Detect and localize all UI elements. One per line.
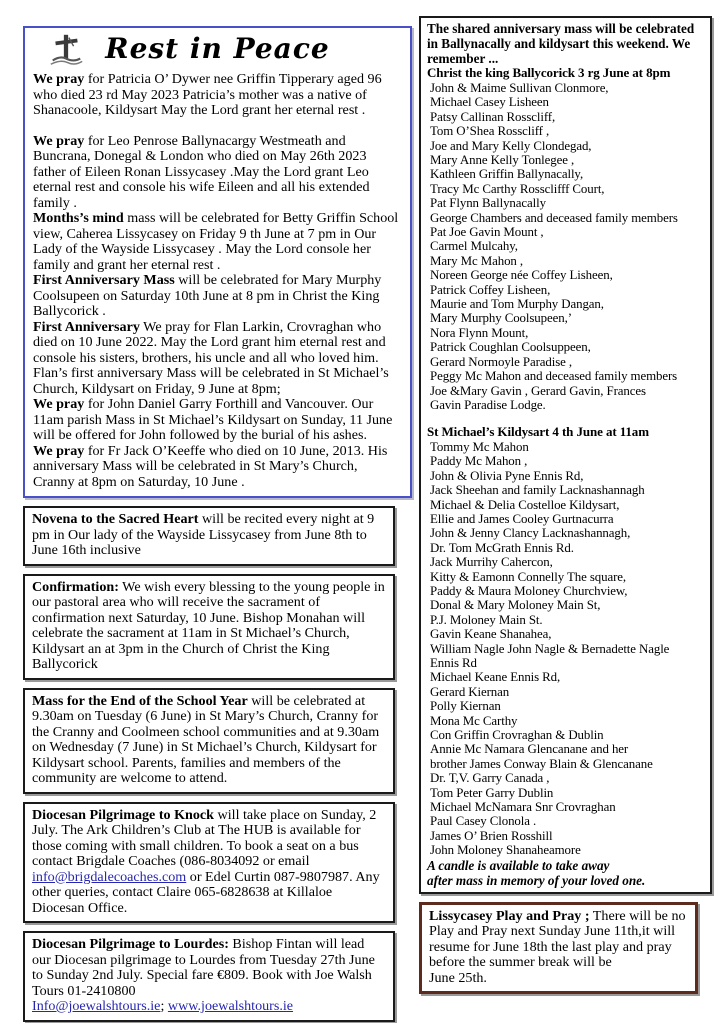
ballycorick-heading: Christ the king Ballycorick 3 rg June at 8pm bbox=[427, 65, 671, 81]
anniversary-intro: The shared anniversary mass will be celebrated in Ballynacally and kildysart this weekend. We remember ... bbox=[427, 21, 695, 66]
text-run: for Leo Penrose Ballynacargy Westmeath and Buncrana, Donegal & London who died on May 26th 2023 father of Eileen Ronan Lissycasey .May the Lord grant Leo eternal rest and console his wife Eileen and all his extended family . bbox=[33, 132, 370, 211]
name-line: James O’ Brien Rosshill bbox=[430, 828, 553, 843]
bold-lead: Lissycasey Play and Pray ; bbox=[429, 907, 590, 924]
paragraph bbox=[33, 211, 402, 273]
text-run: will take place on Sunday, 2 July. The Ark Children’s Club at The HUB is available for those coming with small children. To book a seat on a bus contact Brigdale Coaches (086-8034092 or email bbox=[32, 806, 377, 869]
bold-lead: We pray bbox=[33, 132, 85, 149]
name-line: Gerard Kiernan bbox=[430, 684, 510, 699]
name-line: Tommy Mc Mahon bbox=[430, 439, 529, 454]
name-line: Paul Casey Clonola . bbox=[430, 814, 537, 829]
name-line: Noreen George née Coffey Lisheen, bbox=[430, 268, 613, 283]
name-line: Paddy Mc Mahon , bbox=[430, 454, 528, 469]
play-and-pray-box bbox=[419, 902, 698, 995]
candle-note-line1: A candle is available to take away bbox=[427, 857, 610, 873]
text-run: ; bbox=[160, 998, 168, 1014]
cross-icon bbox=[47, 32, 85, 73]
bold-lead: We pray bbox=[33, 442, 85, 459]
text-run: will be recited every night at 9 pm in Our lady of the Wayside Lissycasey from June 8th to June 16th inclusive bbox=[32, 511, 375, 558]
bold-lead: Months’s mind bbox=[33, 210, 124, 226]
bold-lead: Mass for the End of the School Year bbox=[32, 692, 248, 709]
pilgrimage-knock-text bbox=[32, 808, 386, 917]
bold-lead: First Anniversary bbox=[33, 318, 140, 335]
kildysart-names-list bbox=[427, 440, 704, 858]
name-line: John & Olivia Pyne Ennis Rd, bbox=[430, 468, 584, 483]
text-run: for Fr Jack O’Keeffe who died on 10 June, 2013. His anniversary Mass will be celebrated in St Mary’s Church, Cranny at 8pm on Saturday, 10 June . bbox=[33, 442, 388, 490]
text-run: June 25th. bbox=[429, 969, 487, 986]
bold-lead: Diocesan Pilgrimage to Lourdes: bbox=[32, 936, 229, 952]
paragraph bbox=[33, 320, 402, 398]
candle-note-line2: after mass in memory of your loved one. bbox=[427, 872, 646, 888]
bold-lead: First Anniversary Mass bbox=[33, 272, 175, 288]
left-column bbox=[23, 26, 412, 1023]
name-line: Jack Sheehan and family Lacknashannagh bbox=[430, 483, 645, 498]
name-line: Donal & Mary Moloney Main St, bbox=[430, 598, 601, 613]
pilgrimage-lourdes-box bbox=[23, 931, 395, 1022]
rest-in-peace-box bbox=[23, 26, 412, 498]
confirmation-box bbox=[23, 574, 395, 680]
name-line: brother James Conway Blain & Glencanane bbox=[430, 756, 653, 771]
name-line: P.J. Moloney Main St. bbox=[430, 612, 543, 627]
link[interactable]: Info@joewalshtours.ie bbox=[32, 998, 161, 1014]
name-line: Gavin Paradise Lodge. bbox=[430, 397, 546, 412]
text-run: for Patricia O’ Dywer nee Griffin Tipperary aged 96 who died 23 rd May 2023 Patricia’s mother was a native of Shanacoole, Kildysart May the Lord grant her eternal rest . bbox=[33, 71, 382, 118]
bold-lead: Confirmation: bbox=[32, 578, 119, 595]
name-line: Paddy & Maura Moloney Churchview, bbox=[430, 583, 628, 598]
link[interactable]: info@brigdalecoaches.com bbox=[32, 868, 187, 885]
novena-text bbox=[32, 512, 386, 559]
paragraph bbox=[33, 134, 402, 212]
name-line: Dr. Tom McGrath Ennis Rd. bbox=[430, 540, 574, 555]
name-line: Pat Flynn Ballynacally bbox=[430, 196, 546, 211]
text-run: or Edel Curtin 087-9807987. Any other queries, contact Claire 065-6828638 at Killaloe Diocesan Office. bbox=[32, 868, 380, 916]
name-line: Annie Mc Namara Glencanane and her bbox=[430, 742, 629, 757]
bold-lead: We pray bbox=[33, 71, 85, 87]
text-run: We wish every blessing to the young people in our pastoral area who will receive the sacrament of confirmation next Saturday, 10 June. Bishop Monahan will celebrate the sacrament at 11am in St Michael’s Church, Kildysart an at 3pm in the Church of Christ the King Ballycorick bbox=[32, 578, 385, 672]
play-and-pray-text bbox=[429, 909, 688, 987]
name-line: John & Jenny Clancy Lacknashannagh, bbox=[430, 526, 631, 541]
text-run: will be celebrated at 9.30am on Tuesday (6 June) in St Mary’s Church, Cranny for the Cranny and Coolmeen school communities and at 9.30am on Wednesday (7 June) in St Michael’s Church, Kildysart for Kildysart school. Parents, families and members of the community are welcome to attend. bbox=[32, 692, 380, 786]
name-line: William Nagle John Nagle & Bernadette Nagle bbox=[430, 641, 670, 656]
name-line: Patrick Coughlan Coolsuppeen, bbox=[430, 340, 591, 355]
paragraph bbox=[33, 72, 402, 119]
name-line: Jack Murrihy Cahercon, bbox=[430, 555, 553, 570]
page-title: Rest in Peace bbox=[105, 32, 330, 65]
candle-note bbox=[427, 858, 704, 888]
name-line: Mary Murphy Coolsupeen,’ bbox=[430, 311, 572, 326]
text-run: Bishop Fintan will lead our Diocesan pilgrimage to Lourdes from Tuesday 27th June to Sunday 2nd July. Special fare €809. Book with Joe Walsh Tours 01-2410800 bbox=[32, 936, 375, 999]
name-line: Maurie and Tom Murphy Dangan, bbox=[430, 297, 604, 312]
name-line: Mary Anne Kelly Tonlegee , bbox=[430, 153, 575, 168]
rip-paragraphs bbox=[33, 72, 402, 490]
text-run: There will be no Play and Pray next Sunday June 11th,it will resume for June 18th the last play and pray before the summer break will be bbox=[429, 907, 686, 971]
name-line: Mary Mc Mahon , bbox=[430, 253, 524, 268]
name-line: Michael & Delia Costelloe Kildysart, bbox=[430, 497, 620, 512]
name-line: Polly Kiernan bbox=[430, 699, 501, 714]
right-column bbox=[419, 16, 712, 1002]
rip-header bbox=[33, 30, 402, 70]
school-year-mass-box bbox=[23, 688, 395, 794]
name-line: George Chambers and deceased family members bbox=[430, 210, 678, 225]
name-line: Tom O’Shea Rosscliff , bbox=[430, 124, 550, 139]
name-line: Gavin Keane Shanahea, bbox=[430, 627, 552, 642]
text-run: mass will be celebrated for Betty Griffin School view, Caherea Lissycasey on Friday 9 th June at 7 pm in Our Lady of the Wayside Lissycasey . May the Lord console her family and grant her eternal rest . bbox=[33, 210, 399, 273]
kildysart-heading: St Michael’s Kildysart 4 th June at 11am bbox=[427, 424, 649, 440]
name-line: Dr. T,V. Garry Canada , bbox=[430, 771, 550, 786]
name-line: John & Maime Sullivan Clonmore, bbox=[430, 80, 609, 95]
text-run: We pray for Flan Larkin, Crovraghan who died on 10 June 2022. May the Lord grant him eternal rest and console his sisters, brothers, his uncle and all who loved him. Flan’s first anniversary Mass will be celebrated in St Michael’s Church, Kildysart on Friday, 9 June at 8pm; bbox=[33, 318, 389, 397]
paragraph bbox=[33, 273, 402, 320]
name-line: Kathleen Griffin Ballynacally, bbox=[430, 167, 584, 182]
bold-lead: We pray bbox=[33, 396, 85, 412]
name-line: Carmel Mulcahy, bbox=[430, 239, 518, 254]
name-line: Ennis Rd bbox=[430, 656, 477, 671]
paragraph bbox=[33, 397, 402, 444]
name-line: Nora Flynn Mount, bbox=[430, 325, 529, 340]
text-run: will be celebrated for Mary Murphy Coolsupeen on Saturday 10th June at 8 pm in Christ the King Ballycorick . bbox=[33, 272, 382, 319]
name-line: Joe &Mary Gavin , Gerard Gavin, Frances bbox=[430, 383, 646, 398]
name-line: Gerard Normoyle Paradise , bbox=[430, 354, 573, 369]
name-line: Pat Joe Gavin Mount , bbox=[430, 225, 544, 240]
name-line: Con Griffin Crovraghan & Dublin bbox=[430, 728, 604, 743]
shared-anniversary-box bbox=[419, 16, 712, 894]
name-line: Joe and Mary Kelly Clondegad, bbox=[430, 138, 592, 153]
bold-lead: Diocesan Pilgrimage to Knock bbox=[32, 806, 215, 823]
ballycorick-names-list bbox=[427, 81, 704, 412]
bold-lead: Novena to the Sacred Heart bbox=[32, 511, 199, 527]
name-line: Michael Keane Ennis Rd, bbox=[430, 670, 561, 685]
name-line: Kitty & Eamonn Connelly The square, bbox=[430, 569, 627, 584]
confirmation-text bbox=[32, 580, 386, 673]
novena-box bbox=[23, 506, 395, 566]
text-run: for John Daniel Garry Forthill and Vancouver. Our 11am parish Mass in St Michael’s Kildysart on Sunday, 11 June will be offered for John followed by the burial of his ashes. bbox=[33, 396, 393, 443]
name-line: Peggy Mc Mahon and deceased family members bbox=[430, 369, 678, 384]
name-line: Tom Peter Garry Dublin bbox=[430, 785, 554, 800]
school-year-mass-text bbox=[32, 694, 386, 787]
name-line: Michael Casey Lisheen bbox=[430, 95, 549, 110]
name-line: Ellie and James Cooley Gurtnacurra bbox=[430, 511, 614, 526]
name-line: Michael McNamara Snr Crovraghan bbox=[430, 800, 616, 815]
pilgrimage-lourdes-text bbox=[32, 937, 386, 1015]
link[interactable]: www.joewalshtours.ie bbox=[167, 998, 294, 1014]
name-line: Patrick Coffey Lisheen, bbox=[430, 282, 551, 297]
name-line: John Moloney Shanaheamore bbox=[430, 843, 581, 858]
name-line: Tracy Mc Carthy Rossclifff Court, bbox=[430, 181, 605, 196]
name-line: Mona Mc Carthy bbox=[430, 713, 518, 728]
name-line: Patsy Callinan Rosscliff, bbox=[430, 109, 556, 124]
paragraph bbox=[33, 444, 402, 491]
pilgrimage-knock-box bbox=[23, 802, 395, 924]
